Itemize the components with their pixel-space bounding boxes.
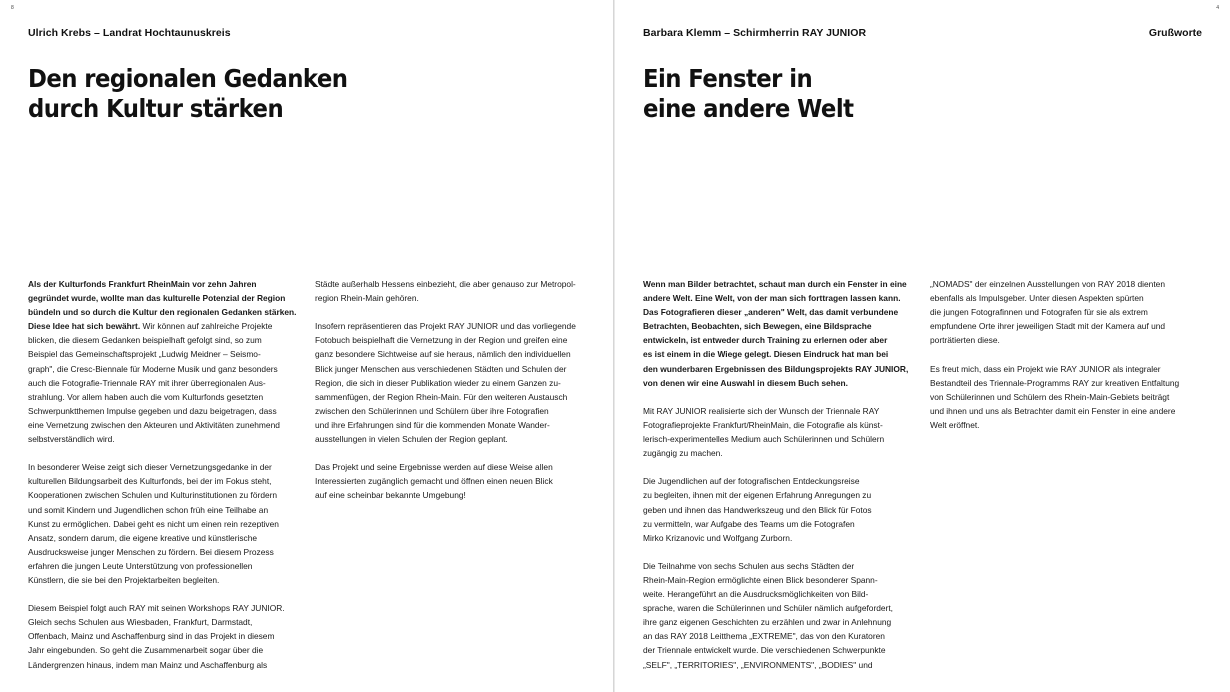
author-byline: Ulrich Krebs – Landrat Hochtaunuskreis (28, 27, 231, 39)
paragraph: Insofern repräsentieren das Projekt RAY JUNIOR und das vorliegende Fotobuch beispielhaft die Vernetzung in der Region und greifen eine ganz besondere Sichtweise auf sie heraus, nämlich den individuellen Blick junger Menschen aus verschiedenen Städten und Schulen der Region, die sich in dieser Publikation wieder zu einem Ganzen zu- sammenfügen, der Region Rhein-Main. Für den weiteren Austausch zwischen den Schülerinnen und Schülern über ihre Fotografien und ihre Erfahrungen sind für die kommenden Monate Wander- ausstellungen in vielen Schulen der Region geplant. (315, 321, 576, 445)
paragraph: Das Projekt und seine Ergebnisse werden auf diese Weise allen Interessierten zugänglich gemacht und öffnen einen neuen Blick auf eine scheinbar bekannte Umgebung! (315, 462, 553, 501)
paragraph: Es freut mich, dass ein Projekt wie RAY JUNIOR als integraler Bestandteil des Triennale-Programms RAY zur kreativen Entfaltung von Schülerinnen und Schülern des Rhein-Main-Gebiets beiträgt und ihnen und uns als Betrachter damit ein Fenster in eine andere Welt eröffnet. (930, 363, 1180, 430)
page-title: Den regionalen Gedanken durch Kultur stärken (28, 64, 348, 123)
right-page (615, 0, 1230, 692)
paragraph: Als der Kulturfonds Frankfurt RheinMain vor zehn Jahren gegründet wurde, wollte man das kulturelle Potenzial der Region bündeln und so durch die Kultur den regionalen Gedanken stärken. Diese Idee hat sich bewährt. Wir können auf zahlreiche Projekte blicken, die diesem Gedanken beispielhaft gefolgt sind, so zum Beispiel das Gemeinschaftsprojekt „Ludwig Meidner – Seismo- graph", die Cresc-Biennale für Moderne Musik und ganz besonders auch die Fotografie-Triennale RAY mit ihrer überregionalen Aus- strahlung. Vor allem haben auch die vom Kulturfonds gesetzten Schwerpunktthemen Impulse gegeben und dazu beigetragen, dass eine Vernetzung zwischen den Akteuren und Aktivitäten zunehmend selbstverständlich wird. (28, 279, 297, 445)
page-title: Ein Fenster in eine andere Welt (643, 64, 854, 123)
author-byline: Barbara Klemm – Schirmherrin RAY JUNIOR (643, 27, 867, 39)
text-column-2 (930, 277, 1202, 446)
paragraph: Städte außerhalb Hessens einbezieht, die aber genauso zur Metropol- region Rhein-Main gehören. (315, 279, 576, 304)
left-page (0, 0, 614, 692)
paragraph: In besonderer Weise zeigt sich dieser Vernetzungsgedanke in der kulturellen Bildungsarbeit des Kulturfonds, bei der im Fokus steht, Kooperationen zwischen Schulen und Kulturinstitutionen zu fördern und somit Kindern und Jugendlichen schon früh eine Teilhabe an Kunst zu ermöglichen. Dabei geht es nicht um einen rein rezeptiven Ansatz, sondern darum, die eigene kreative und künstlerische Ausdrucksweise junger Menschen zu fördern. Bei diesem Prozess erfahren die jungen Leute Unterstützung von professionellen Künstlern, die sie bei den Projektarbeiten begleiten. (28, 462, 279, 585)
paragraph: Die Teilnahme von sechs Schulen aus sechs Städten der Rhein-Main-Region ermöglichte einen Blick besonderer Spann- weite. Herangeführt an die Ausdrucksmöglichkeiten von Bild- sprache, waren die Schülerinnen und Schüler nämlich aufgefordert, ihre ganz eigenen Geschichten zu erzählen und zwar in Anlehnung an das RAY 2018 Leitthema „EXTREME", das von den Kuratoren der Triennale entwickelt wurde. Die verschiedenen Schwerpunkte „SELF", „TERRITORIES", „ENVIRONMENTS", „BODIES" und (643, 560, 894, 670)
paragraph: „NOMADS" der einzelnen Ausstellungen von RAY 2018 dienten ebenfalls als Impulsgeber. Unter diesen Aspekten spürten die jungen Fotografinnen und Fotografen für sie als extrem empfundene Orte ihrer jeweiligen Stadt mit der Kamera auf und porträtierten diese. (930, 279, 1166, 346)
text-column-1 (643, 277, 915, 686)
paragraph: Wenn man Bilder betrachtet, schaut man durch ein Fenster in eine andere Welt. Eine Welt, von der man sich forttragen lassen kann. Das Fotografieren dieser „anderen" Welt, das damit verbundene Betrachten, Beobachten, sich Bewegen, eine Bildsprache entwickeln, ist entweder durch Training zu erlernen oder aber es ist einem in die Wiege gelegt. Diesen Eindruck hat man bei den wunderbaren Ergebnissen des Bildungsprojekts RAY JUNIOR, von denen wir eine Auswahl in diesem Buch sehen. (643, 279, 909, 388)
text-column-1 (28, 277, 300, 686)
page-number: 8 (11, 5, 14, 11)
paragraph: Diesem Beispiel folgt auch RAY mit seinen Workshops RAY JUNIOR. Gleich sechs Schulen aus Wiesbaden, Frankfurt, Darmstadt, Offenbach, Mainz und Aschaffenburg sind in das Projekt in diesem Jahr eingebunden. So geht die Zusammenarbeit sogar über die Ländergrenzen hinaus, indem man Mainz und Aschaffenburg als (28, 603, 285, 670)
section-label: Grußworte (1148, 27, 1202, 39)
paragraph: Die Jugendlichen auf der fotografischen Entdeckungsreise zu begleiten, ihnen mit der eigenen Erfahrung Anregungen zu geben und ihnen das Handwerkszeug und den Blick für Fotos zu vermitteln, war Aufgabe des Teams um die Fotografen Mirko Krizanovic und Wolfgang Zurborn. (643, 476, 872, 543)
paragraph: Mit RAY JUNIOR realisierte sich der Wunsch der Triennale RAY Fotografieprojekte Frankfurt/RheinMain, die Fotografie als künst- lerisch-experimentelles Medium auch Schülerinnen und Schülern zugängig zu machen. (643, 405, 885, 459)
text-column-2 (315, 277, 587, 517)
page-number: 4 (1216, 5, 1219, 11)
